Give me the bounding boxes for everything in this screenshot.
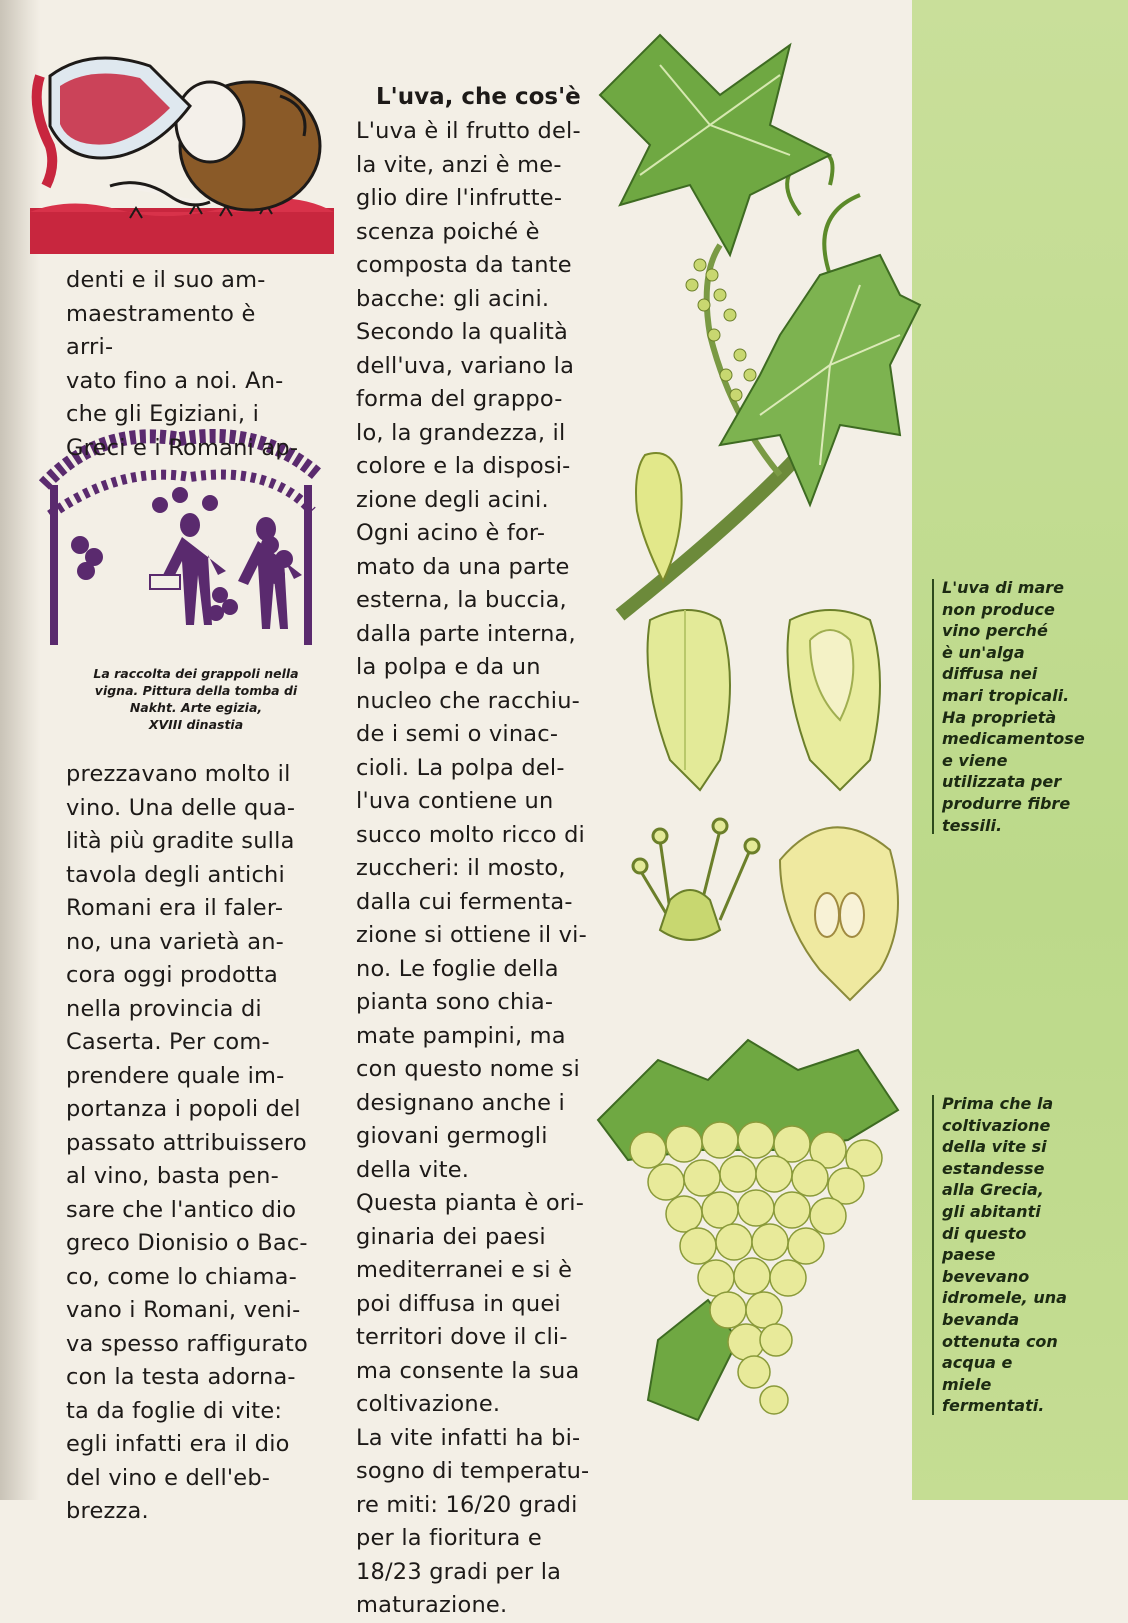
image-caption: La raccolta dei grappoli nella vigna. Pittura della tomba di Nakht. Arte egizia, XVIII dinastia [93, 666, 299, 732]
article-heading: L'uva, che cos'è [376, 84, 581, 110]
side-note-sea-grape: L'uva di mare non produce vino perché è un'alga diffusa nei mari tropicali. Ha proprietà medicamentose e viene utilizzata per produrre fibre tessili. [942, 577, 1102, 836]
wine-jug-cartoon [30, 36, 338, 258]
article-column-1-bottom: prezzavano molto il vino. Una delle qua- lità più gradite sulla tavola degli antichi Romani era il faler- no, una varietà an- cora oggi prodotta nella provincia di Caserta. Per com- prendere quale im- portanza i popoli del passato attribuissero al vino, basta pen- sare che l'antico dio greco Dionisio o Bac- co, come lo chiama- vano i Romani, veni- va spesso raffigurato con la testa adorna- ta da foglie di vite: egli infatti era il dio del vino e dell'eb- brezza. [66, 761, 308, 1524]
side-note-idromele: Prima che la coltivazione della vite si estandesse alla Grecia, gli abitanti di questo paese bevevano idromele, una bevanda ottenuta con acqua e miele fermentati. [942, 1093, 1102, 1417]
grape-vine-branch-illustration [600, 35, 920, 620]
grape-bunch-illustration [598, 1040, 910, 1460]
article-column-1-top: denti e il suo am- maestramento è arri- vato fino a noi. An- che gli Egiziani, i Greci e i Romani ap- [66, 267, 299, 461]
grape-flower-details-illustration [630, 600, 910, 1010]
article-column-2: L'uva è il frutto del- la vite, anzi è me- glio dire l'infrutte- scenza poiché è composta da tante bacche: gli acini. Secondo la qualità dell'uva, variano la forma del grappo- lo, la grandezza, il colore e la disposi- zione degli acini. Ogni acino è for- mato da una parte esterna, la buccia, dalla parte interna, la polpa e da un nucleo che racchiu- de i semi o vinac- cioli. La polpa del- l'uva contiene un succo molto ricco di zuccheri: il mosto, dalla cui fermenta- zione si ottiene il vi- no. Le foglie della pianta sono chia- mate pampini, ma con questo nome si designano anche i giovani germogli della vite. Questa pianta è ori- ginaria dei paesi mediterranei e si è poi diffusa in quei territori dove il cli- ma consente la sua coltivazione. La vite infatti ha bi- sogno di temperatu- re miti: 16/20 gradi per la fioritura e 18/23 gradi per la maturazione. [356, 118, 590, 1618]
